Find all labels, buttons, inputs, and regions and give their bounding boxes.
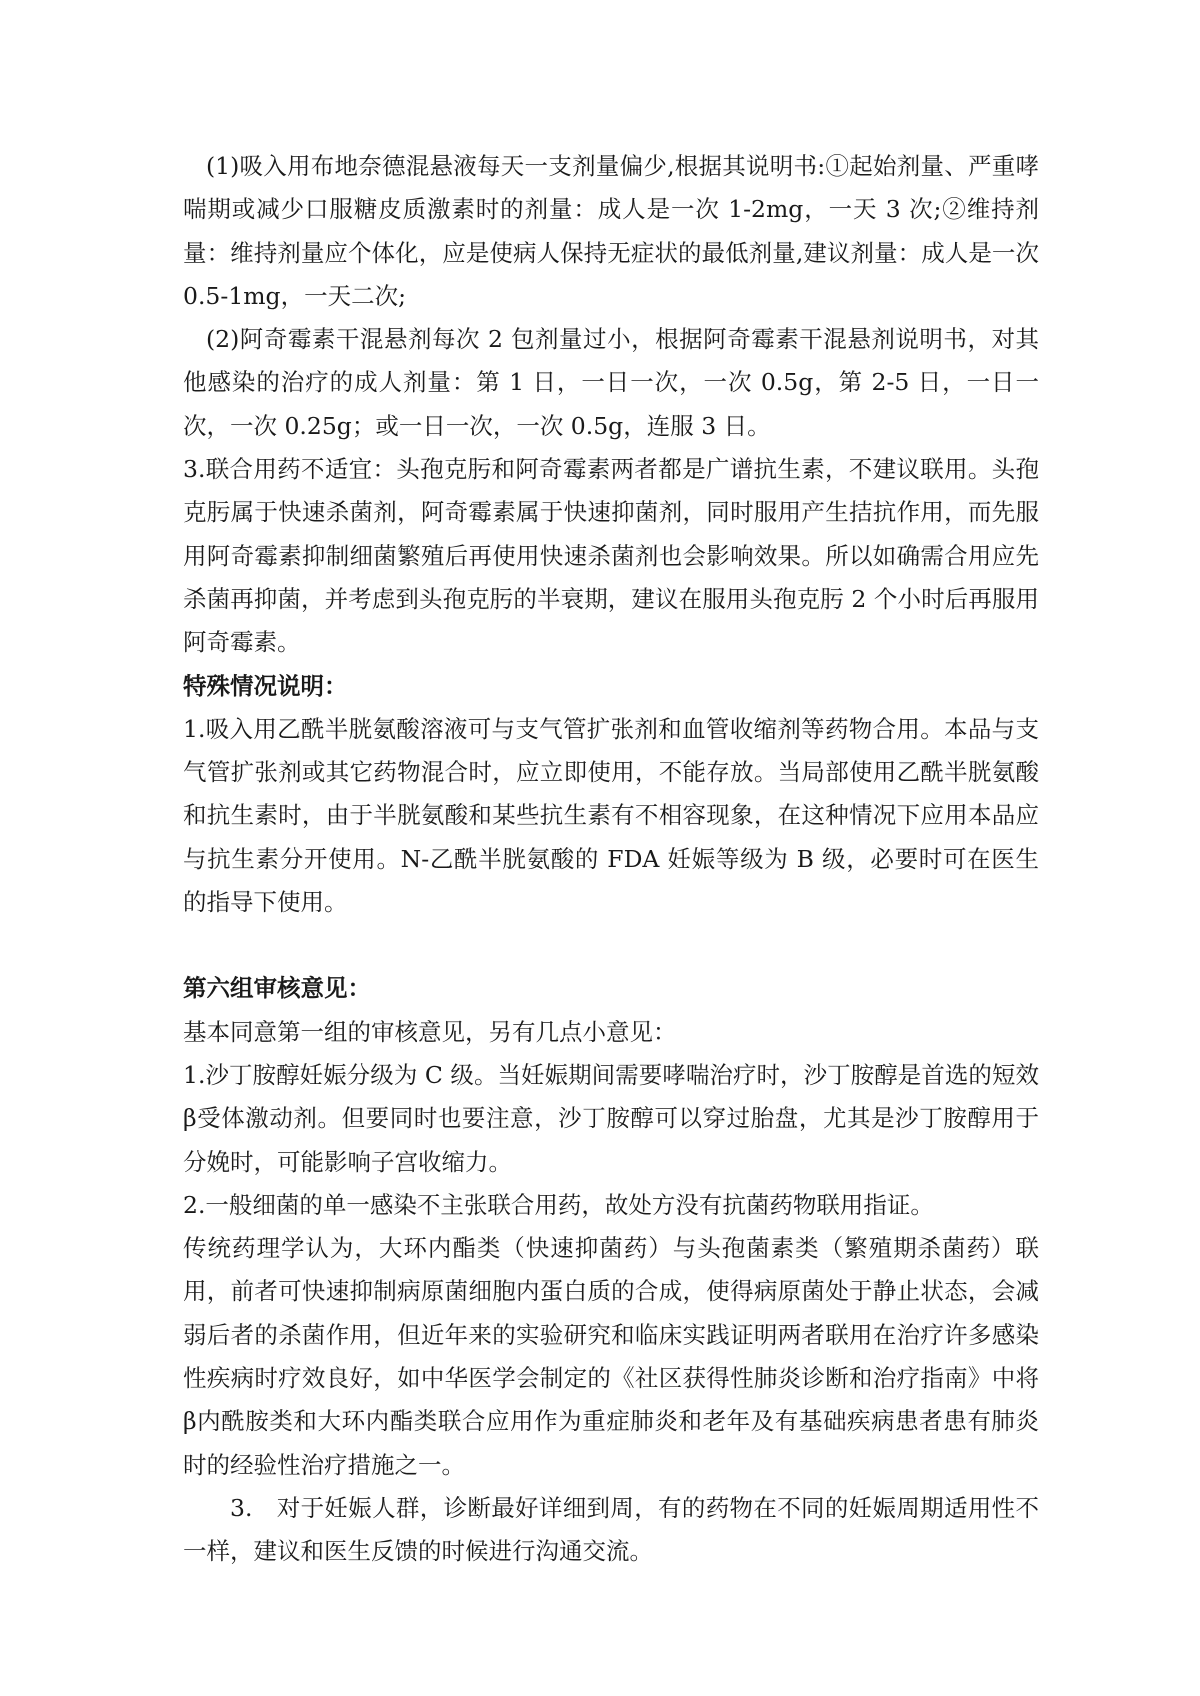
acetylcysteine-paragraph: 1.吸入用乙酰半胱氨酸溶液可与支气管扩张剂和血管收缩剂等药物合用。本品与支气管扩张剂或其它药物混合时，应立即使用，不能存放。当局部使用乙酰半胱氨酸和抗生素时，由于半胱氨酸和某些抗生素有不相容现象，在这种情况下应用本品应与抗生素分开使用。N-乙酰半胱氨酸的 FDA 妊娠等级为 B 级，必要时可在医生的指导下使用。 [183,714,1039,917]
azithromycin-dosage-paragraph: (2)阿奇霉素干混悬剂每次 2 包剂量过小，根据阿奇霉素干混悬剂说明书，对其他感染的治疗的成人剂量：第 1 日，一日一次，一次 0.5g，第 2-5 日，一日一次，一次 0.25g；或一日一次，一次 0.5g，连服 3 日。 [183,325,1039,440]
section-spacer [183,924,1039,967]
special-notes-heading: 特殊情况说明： [183,671,348,700]
single-infection-paragraph: 2.一般细菌的单一感染不主张联合用药，故处方没有抗菌药物联用指证。 [183,1190,934,1219]
pregnancy-item-text: 对于妊娠人群，诊断最好详细到周，有的药物在不同的妊娠周期适用性不一样，建议和医生反馈的时候进行沟通交流。 [183,1493,1039,1566]
group6-intro-paragraph: 基本同意第一组的审核意见，另有几点小意见： [183,1017,677,1046]
pharmacology-paragraph: 传统药理学认为，大环内酯类（快速抑菌药）与头孢菌素类（繁殖期杀菌药）联用，前者可快速抑制病原菌细胞内蛋白质的合成，使得病原菌处于静止状态，会减弱后者的杀菌作用，但近年来的实验研究和临床实践证明两者联用在治疗许多感染性疾病时疗效良好，如中华医学会制定的《社区获得性肺炎诊断和治疗指南》中将β内酰胺类和大环内酯类联合应用作为重症肺炎和老年及有基础疾病患者患有肺炎时的经验性治疗措施之一。 [183,1234,1039,1479]
pregnancy-paragraph [183,1487,1039,1574]
combination-therapy-paragraph: 3.联合用药不适宜：头孢克肟和阿奇霉素两者都是广谱抗生素，不建议联用。头孢克肟属于快速杀菌剂，阿奇霉素属于快速抑菌剂，同时服用产生拮抗作用，而先服用阿奇霉素抑制细菌繁殖后再使用快速杀菌剂也会影响效果。所以如确需合用应先杀菌再抑菌，并考虑到头孢克肟的半衰期，建议在服用头孢克肟 2 个小时后再服用阿奇霉素。 [183,455,1039,657]
pregnancy-item-number: 3. [230,1493,253,1522]
group6-review-heading: 第六组审核意见： [183,974,371,1003]
budesonide-dosage-paragraph: (1)吸入用布地奈德混悬液每天一支剂量偏少,根据其说明书:①起始剂量、严重哮喘期或减少口服糖皮质激素时的剂量：成人是一次 1-2mg，一天 3 次;②维持剂量：维持剂量应个体化，应是使病人保持无症状的最低剂量,建议剂量：成人是一次 0.5-1mg，一天二次; [183,152,1039,310]
document-body [183,145,1039,1574]
salbutamol-paragraph: 1.沙丁胺醇妊娠分级为 C 级。当妊娠期间需要哮喘治疗时，沙丁胺醇是首选的短效β受体激动剂。但要同时也要注意，沙丁胺醇可以穿过胎盘，尤其是沙丁胺醇用于分娩时，可能影响子宫收缩力。 [183,1060,1039,1176]
